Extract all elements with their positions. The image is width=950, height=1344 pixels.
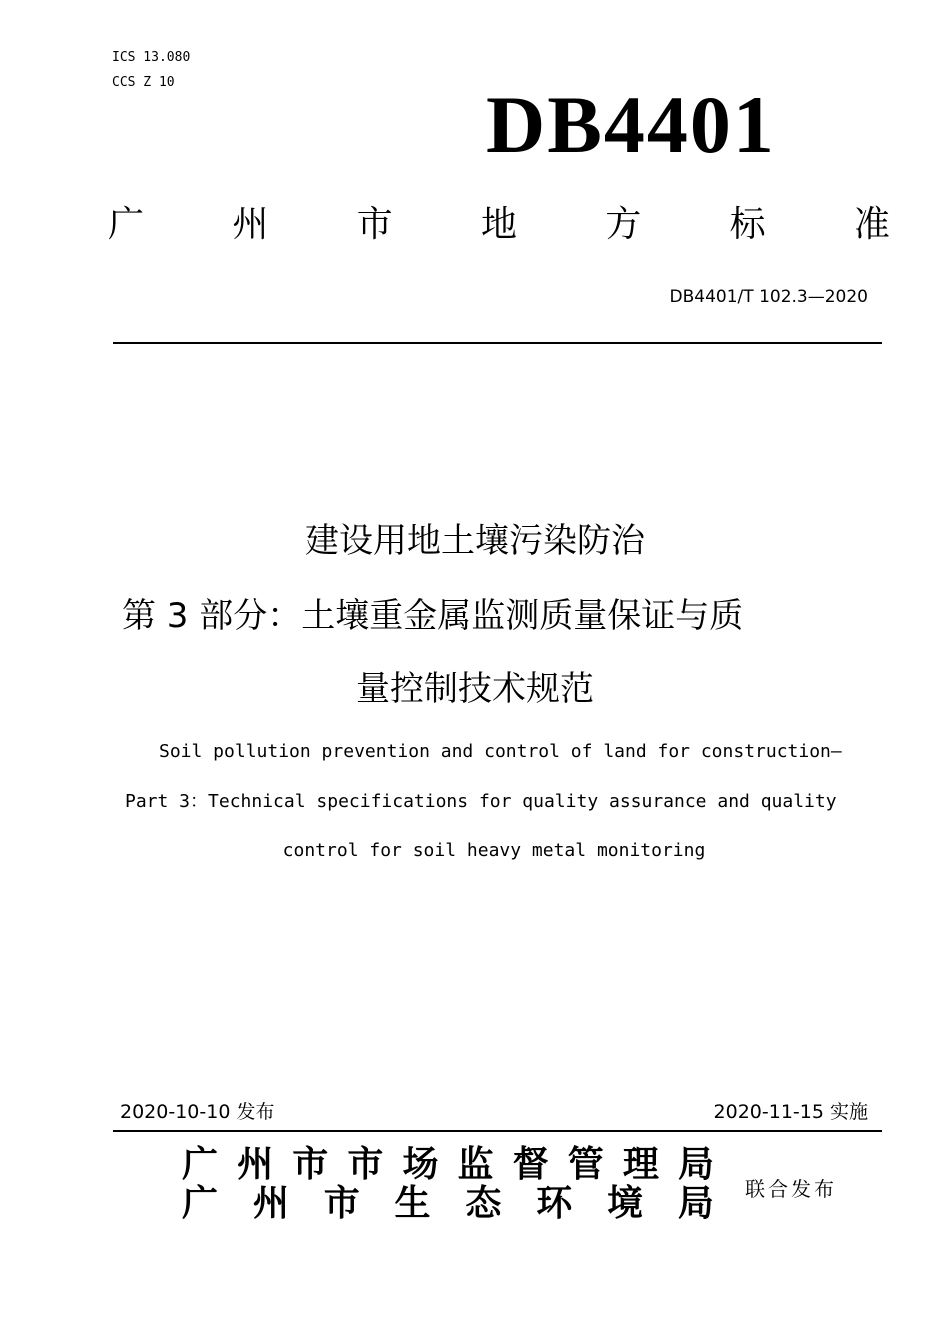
ccs-code: CCS Z 10 xyxy=(112,75,175,90)
title-zh-line-2: 第 3 部分：土壤重金属监测质量保证与质 xyxy=(122,596,744,636)
issuer-char: 环 xyxy=(536,1183,573,1224)
standard-type-char: 市 xyxy=(356,204,393,245)
title-zh-line-1: 建设用地土壤污染防治 xyxy=(305,521,645,561)
standard-type xyxy=(108,196,890,247)
standard-type-char: 广 xyxy=(108,204,145,245)
issuer-char: 局 xyxy=(677,1183,714,1224)
title-en-line-1: Soil pollution prevention and control of land for construction— xyxy=(159,741,842,762)
issuer-char: 理 xyxy=(622,1144,659,1185)
title-en-line-2: Part 3：Technical specifications for quality assurance and quality xyxy=(125,791,837,812)
issuer-char: 督 xyxy=(512,1144,549,1185)
issuer-char: 市 xyxy=(323,1183,360,1224)
issuer-char: 生 xyxy=(394,1183,431,1224)
issuer-char: 市 xyxy=(292,1144,329,1185)
joint-release-label: 联合发布 xyxy=(745,1177,837,1201)
issue-date: 2020-10-10 发布 xyxy=(120,1101,275,1123)
issuer-char: 管 xyxy=(567,1144,604,1185)
issuer-ecology-environment xyxy=(182,1183,714,1224)
ics-code: ICS 13.080 xyxy=(112,50,191,65)
standard-type-char: 准 xyxy=(853,204,890,245)
issuer-char: 广 xyxy=(182,1144,219,1185)
issuer-market-regulation xyxy=(182,1144,714,1185)
issuer-char: 市 xyxy=(347,1144,384,1185)
issuer-char: 州 xyxy=(237,1144,274,1185)
standard-type-char: 州 xyxy=(232,204,269,245)
standard-type-char: 地 xyxy=(480,204,517,245)
title-en-line-3: control for soil heavy metal monitoring xyxy=(282,840,706,861)
standard-number: DB4401/T 102.3—2020 xyxy=(669,287,868,307)
title-zh-line-3: 量控制技术规范 xyxy=(356,669,594,709)
issuer-char: 境 xyxy=(607,1183,644,1224)
standard-type-char: 方 xyxy=(605,204,642,245)
issuer-char: 态 xyxy=(465,1183,502,1224)
standard-code-banner: DB4401 xyxy=(486,79,776,170)
issuer-char: 场 xyxy=(402,1144,439,1185)
issuer-char: 广 xyxy=(182,1183,219,1224)
bottom-divider xyxy=(113,1130,882,1132)
top-divider xyxy=(113,342,882,344)
issuer-char: 监 xyxy=(457,1144,494,1185)
issuer-char: 州 xyxy=(252,1183,289,1224)
standard-type-char: 标 xyxy=(729,204,766,245)
implementation-date: 2020-11-15 实施 xyxy=(713,1101,868,1123)
issuer-char: 局 xyxy=(677,1144,714,1185)
